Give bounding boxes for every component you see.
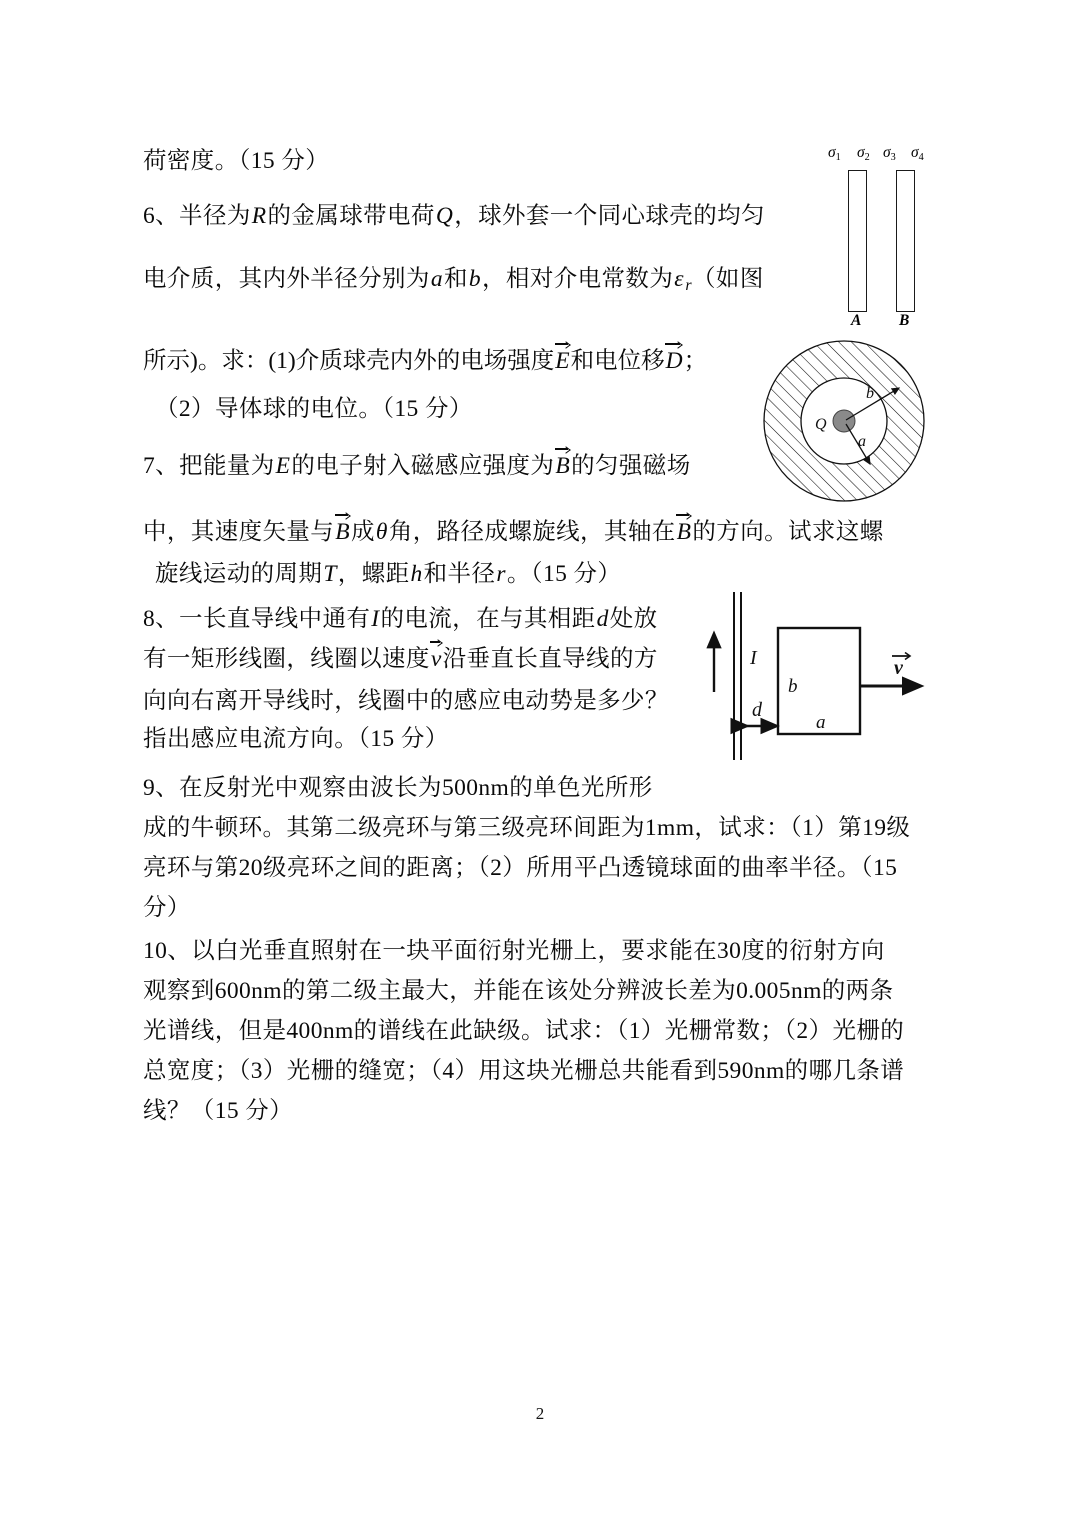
loop-height-label: b [788, 676, 798, 697]
text-line-q10-1: 10、以白光垂直照射在一块平面衍射光栅上，要求能在30度的衍射方向 [143, 938, 885, 964]
text-line-q10-3: 光谱线，但是400nm的谱线在此缺级。试求：（1）光栅常数；（2）光栅的 [143, 1018, 905, 1044]
text-line-q8-1: 8、一长直导线中通有I的电流，在与其相距d处放 [143, 606, 658, 632]
sigma-4-label: σ4 [911, 144, 924, 164]
text-line-q6-2: 电介质，其内外半径分别为a和b，相对介电常数为$\varepsilon_r$（如图 [143, 266, 764, 295]
text-line-q10-4: 总宽度；（3）光栅的缝宽；（4）用这块光栅总共能看到590nm的哪几条谱 [143, 1058, 905, 1084]
distance-label: d [752, 699, 762, 721]
text-line-q7-3: 旋线运动的周期T，螺距h和半径r。（15 分） [155, 561, 622, 587]
sigma-2-label: σ2 [857, 144, 870, 164]
sigma-3-label: σ3 [883, 144, 896, 164]
outer-radius-label: b [866, 385, 874, 402]
sphere-svg [758, 338, 930, 504]
concentric-sphere-figure [758, 338, 930, 504]
sigma-1-label: σ1 [828, 144, 841, 164]
text-line-q6-3: 所示)。求：(1)介质球壳内外的电场强度E和电位移D； [143, 348, 708, 374]
text-line-q6-1: 6、半径为R的金属球带电荷Q，球外套一个同心球壳的均匀 [143, 203, 765, 229]
loop-svg [702, 592, 952, 760]
charge-label: Q [815, 416, 827, 433]
parallel-plates-figure [812, 142, 944, 338]
text-line-q8-3: 向向右离开导线时，线圈中的感应电动势是多少？ [143, 688, 669, 714]
loop-width-label: a [816, 712, 826, 733]
text-line-q7-1: 7、把能量为E的电子射入磁感应强度为B的匀强磁场 [143, 453, 691, 479]
text-line-q9-3: 亮环与第20级亮环之间的距离；（2）所用平凸透镜球面的曲率半径。（15 [143, 855, 898, 881]
page-number: 2 [535, 1404, 545, 1423]
wire-loop-figure [702, 592, 952, 760]
text-line-q10-5: 线？（15 分） [143, 1098, 294, 1124]
plate-a-shape [848, 170, 867, 312]
text-line-q10-2: 观察到600nm的第二级主最大，并能在该处分辨波长差为0.005nm的两条 [143, 978, 894, 1004]
text-line-q7-2: 中，其速度矢量与B成θ角，路径成螺旋线，其轴在B的方向。试求这螺 [143, 519, 884, 545]
text-line-q9-4: 分） [143, 895, 191, 921]
plate-b-shape [896, 170, 915, 312]
current-label: I [750, 647, 757, 669]
text-line-q8-2: 有一矩形线圈，线圈以速度v沿垂直长直导线的方 [143, 646, 658, 672]
inner-radius-label: a [858, 433, 866, 450]
svg-text:v: v [894, 657, 903, 679]
text-line-q9-1: 9、在反射光中观察由波长为500nm的单色光所形 [143, 775, 653, 801]
text-line-q8-4: 指出感应电流方向。（15 分） [143, 726, 449, 752]
text-line-q9-2: 成的牛顿环。其第二级亮环与第三级亮环间距为1mm，试求：（1）第19级 [143, 815, 911, 841]
velocity-label [892, 653, 910, 680]
plate-a-label: A [851, 312, 862, 329]
text-line-q6-4: （2）导体球的电位。（15 分） [155, 396, 473, 422]
text-line: 荷密度。（15 分） [143, 148, 330, 174]
plate-b-label: B [899, 312, 910, 329]
